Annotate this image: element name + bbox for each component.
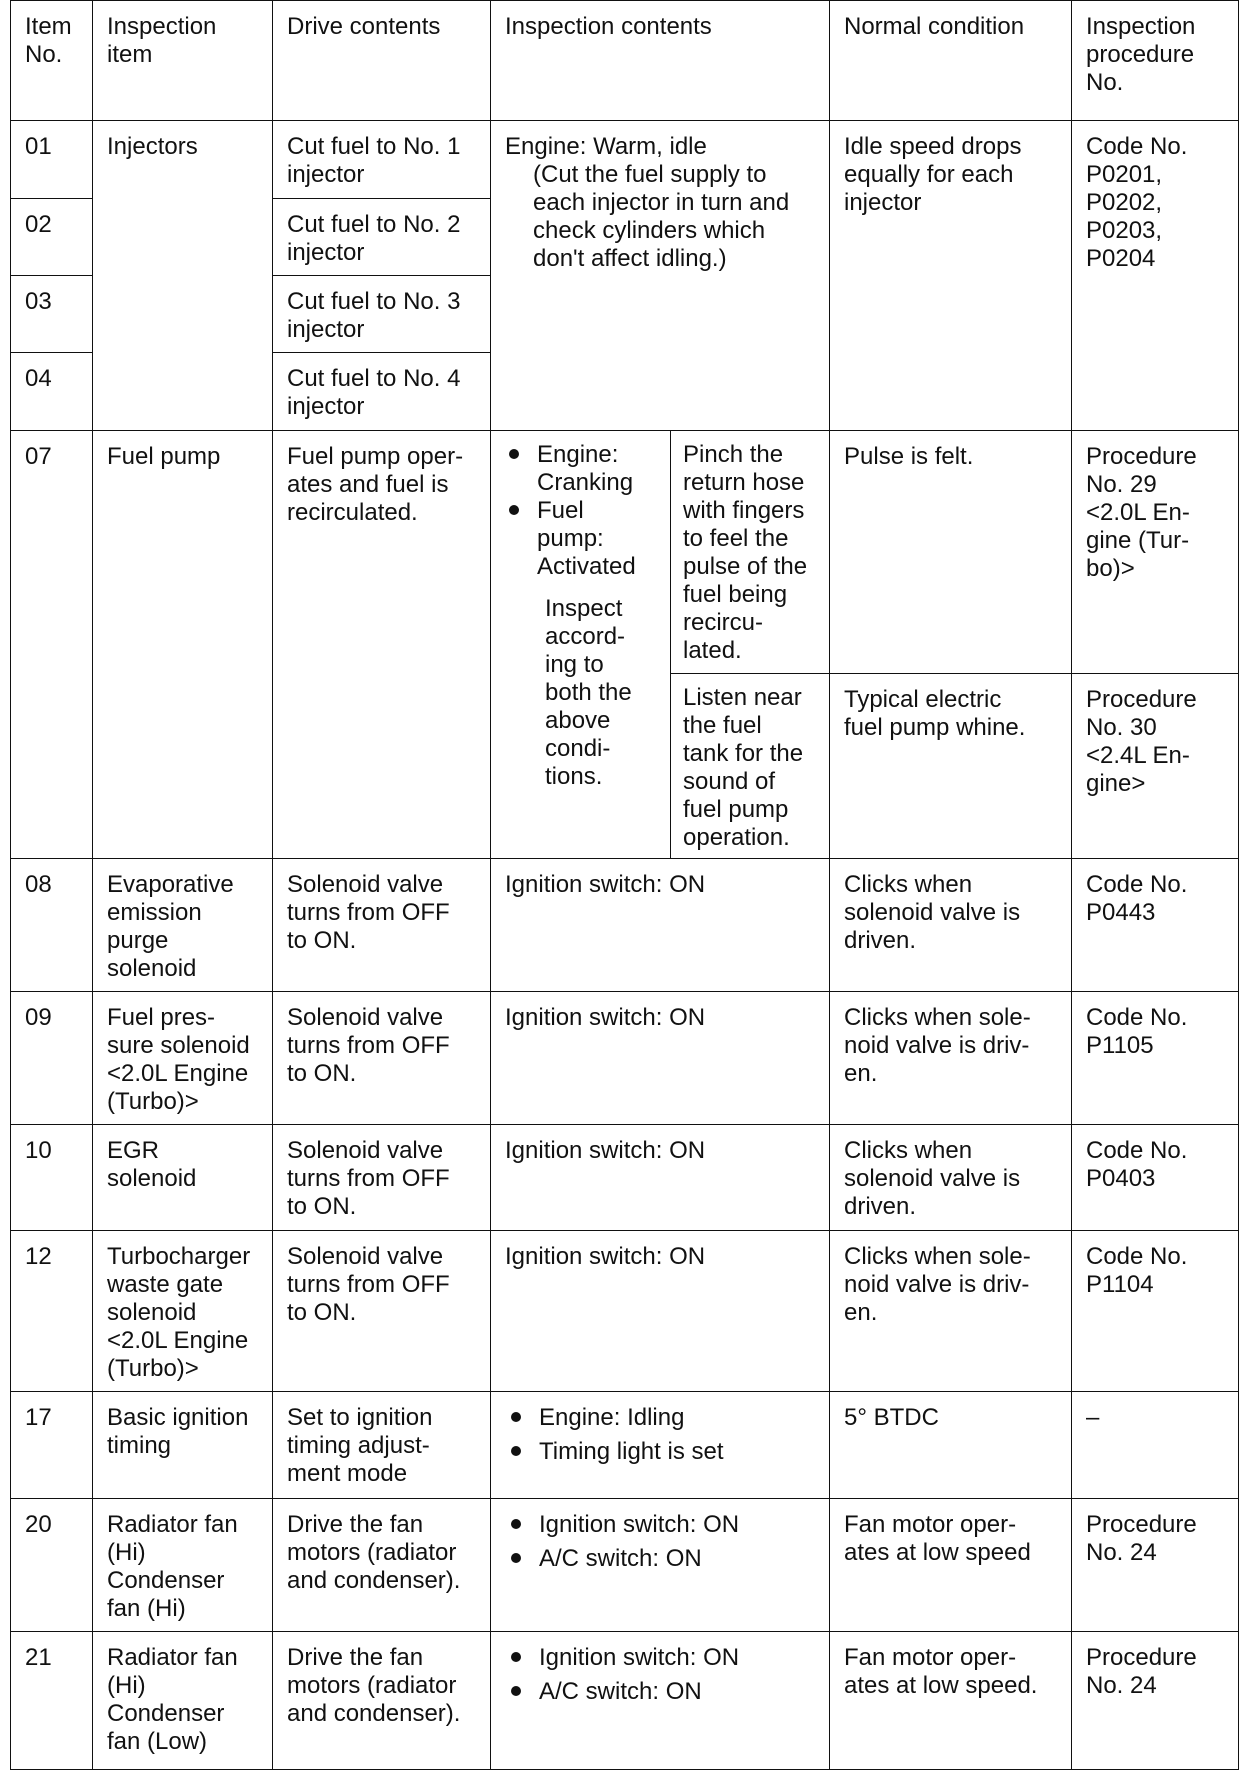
header-normal-condition: Normal condition xyxy=(830,1,1072,121)
drive-contents: Solenoid valve turns from OFF to ON. xyxy=(273,1231,491,1392)
normal-condition: Fan motor oper- ates at low speed xyxy=(830,1499,1072,1632)
inspection-contents xyxy=(491,1499,830,1632)
normal-condition: Fan motor oper- ates at low speed. xyxy=(830,1632,1072,1770)
fuel-pump-check-a: Pinch the return hose with fingers to feel the pulse of the fuel being recircu- lated. xyxy=(671,431,830,674)
condition-bullet: A/C switch: ON xyxy=(505,1678,815,1706)
procedure-no: Code No. P1104 xyxy=(1072,1231,1239,1392)
procedure-no: Code No. P0201, P0202, P0203, P0204 xyxy=(1072,121,1239,431)
item-no: 20 xyxy=(11,1499,93,1632)
header-inspection-contents: Inspection contents xyxy=(491,1,830,121)
item-no: 10 xyxy=(11,1125,93,1231)
procedure-no: Procedure No. 29 <2.0L En- gine (Tur- bo)> xyxy=(1072,431,1239,674)
header-inspection-item: Inspection item xyxy=(93,1,273,121)
inspection-item: Fuel pump xyxy=(93,431,273,859)
item-no: 21 xyxy=(11,1632,93,1770)
normal-condition: Pulse is felt. xyxy=(830,431,1072,674)
item-no: 08 xyxy=(11,859,93,992)
normal-condition: Clicks when sole- noid valve is driv- en. xyxy=(830,1231,1072,1392)
inspection-contents: Ignition switch: ON xyxy=(491,992,830,1125)
procedure-no: Procedure No. 24 xyxy=(1072,1499,1239,1632)
inspection-item: Turbocharger waste gate solenoid <2.0L Engine (Turbo)> xyxy=(93,1231,273,1392)
drive-contents: Set to ignition timing adjust- ment mode xyxy=(273,1392,491,1499)
drive-contents: Solenoid valve turns from OFF to ON. xyxy=(273,1125,491,1231)
fuel-pump-check-b: Listen near the fuel tank for the sound of fuel pump operation. xyxy=(671,674,830,859)
inspection-contents: Ignition switch: ON xyxy=(491,1125,830,1231)
normal-condition: Clicks when solenoid valve is driven. xyxy=(830,1125,1072,1231)
drive-contents: Cut fuel to No. 4 injector xyxy=(273,353,491,431)
drive-contents: Cut fuel to No. 1 injector xyxy=(273,121,491,199)
table-row xyxy=(11,992,1239,1125)
condition-bullet: Fuel pump: Activated xyxy=(503,497,658,581)
inspection-contents: Ignition switch: ON xyxy=(491,1231,830,1392)
inspection-contents xyxy=(491,1632,830,1770)
fuel-pump-conditions xyxy=(491,431,671,859)
table-row xyxy=(11,1231,1239,1392)
table-row xyxy=(11,431,1239,674)
inspection-item: Radiator fan (Hi) Condenser fan (Hi) xyxy=(93,1499,273,1632)
inspection-note: (Cut the fuel supply to each injector in turn and check cylinders which don't affect idling.) xyxy=(533,161,790,272)
drive-contents: Drive the fan motors (radiator and condenser). xyxy=(273,1632,491,1770)
table-row xyxy=(11,1125,1239,1231)
procedure-no: Code No. P0443 xyxy=(1072,859,1239,992)
inspection-contents: Ignition switch: ON xyxy=(491,859,830,992)
inspection-item: EGR solenoid xyxy=(93,1125,273,1231)
table-row xyxy=(11,1632,1239,1770)
actuator-test-table xyxy=(10,0,1239,1770)
drive-contents: Fuel pump oper- ates and fuel is recirculated. xyxy=(273,431,491,859)
procedure-no: Procedure No. 30 <2.4L En- gine> xyxy=(1072,674,1239,859)
inspection-item: Fuel pres- sure solenoid <2.0L Engine (Turbo)> xyxy=(93,992,273,1125)
normal-condition: Clicks when solenoid valve is driven. xyxy=(830,859,1072,992)
inspection-item: Injectors xyxy=(93,121,273,431)
normal-condition: Idle speed drops equally for each injector xyxy=(830,121,1072,431)
condition-note: Inspect accord- ing to both the above condi- tions. xyxy=(545,595,632,790)
condition-bullet: Engine: Cranking xyxy=(503,441,658,497)
inspection-contents xyxy=(491,1392,830,1499)
condition-bullet: A/C switch: ON xyxy=(505,1545,815,1573)
inspection-title: Engine: Warm, idle xyxy=(505,133,707,160)
drive-contents: Cut fuel to No. 2 injector xyxy=(273,199,491,276)
item-no: 02 xyxy=(11,199,93,276)
normal-condition: 5° BTDC xyxy=(830,1392,1072,1499)
drive-contents: Solenoid valve turns from OFF to ON. xyxy=(273,992,491,1125)
inspection-item: Basic ignition timing xyxy=(93,1392,273,1499)
item-no: 12 xyxy=(11,1231,93,1392)
normal-condition: Clicks when sole- noid valve is driv- en. xyxy=(830,992,1072,1125)
condition-bullet: Ignition switch: ON xyxy=(505,1644,815,1672)
drive-contents: Drive the fan motors (radiator and condenser). xyxy=(273,1499,491,1632)
procedure-no: Code No. P1105 xyxy=(1072,992,1239,1125)
item-no: 07 xyxy=(11,431,93,859)
item-no: 03 xyxy=(11,276,93,353)
drive-contents: Cut fuel to No. 3 injector xyxy=(273,276,491,353)
header-row xyxy=(11,1,1239,121)
condition-bullet: Timing light is set xyxy=(505,1438,815,1466)
header-procedure-no: Inspection procedure No. xyxy=(1072,1,1239,121)
condition-bullet: Ignition switch: ON xyxy=(505,1511,815,1539)
table-row xyxy=(11,859,1239,992)
table-row xyxy=(11,1499,1239,1632)
item-no: 04 xyxy=(11,353,93,431)
table-row xyxy=(11,1392,1239,1499)
item-no: 17 xyxy=(11,1392,93,1499)
procedure-no: – xyxy=(1072,1392,1239,1499)
header-drive-contents: Drive contents xyxy=(273,1,491,121)
inspection-contents xyxy=(491,121,830,431)
item-no: 09 xyxy=(11,992,93,1125)
table-row xyxy=(11,121,1239,199)
header-item-no: Item No. xyxy=(11,1,93,121)
drive-contents: Solenoid valve turns from OFF to ON. xyxy=(273,859,491,992)
inspection-item: Evaporative emission purge solenoid xyxy=(93,859,273,992)
normal-condition: Typical electric fuel pump whine. xyxy=(830,674,1072,859)
procedure-no: Code No. P0403 xyxy=(1072,1125,1239,1231)
item-no: 01 xyxy=(11,121,93,199)
condition-bullet: Engine: Idling xyxy=(505,1404,815,1432)
inspection-item: Radiator fan (Hi) Condenser fan (Low) xyxy=(93,1632,273,1770)
procedure-no: Procedure No. 24 xyxy=(1072,1632,1239,1770)
